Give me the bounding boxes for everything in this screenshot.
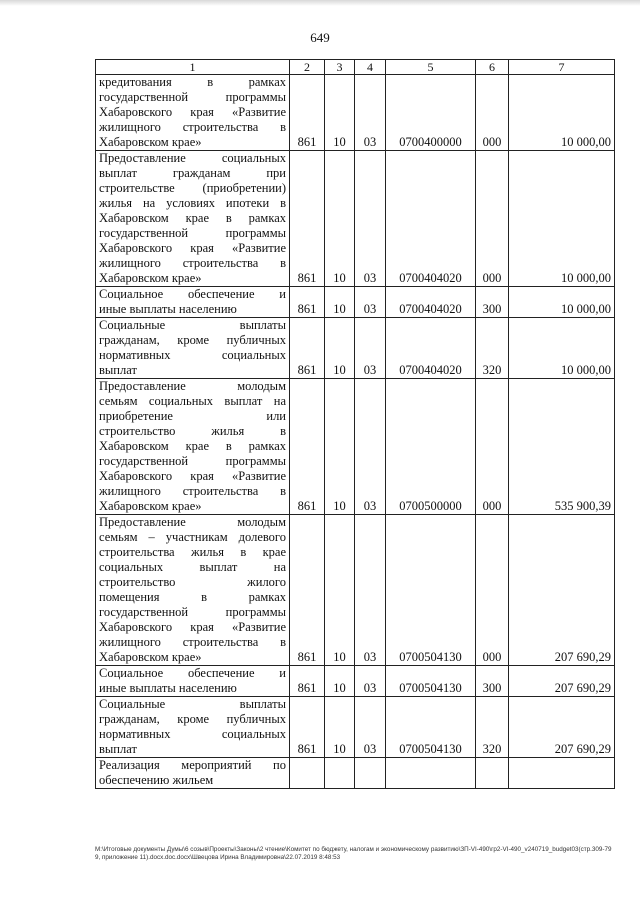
table-row [96, 75, 615, 151]
amount [509, 758, 615, 789]
header-col-7: 7 [509, 60, 615, 75]
header-col-2: 2 [290, 60, 325, 75]
amount: 207 690,29 [509, 515, 615, 666]
target-article-code: 0700504130 [386, 697, 476, 758]
amount: 10 000,00 [509, 151, 615, 287]
description-line: иные выплаты населению [99, 302, 237, 316]
subsection-code: 03 [355, 697, 386, 758]
expense-type-code: 300 [476, 287, 509, 318]
expense-type-code: 000 [476, 379, 509, 515]
ministry-code [290, 758, 325, 789]
description-line: Социальные выплаты [99, 318, 286, 332]
target-article-code: 0700404020 [386, 287, 476, 318]
description-line: Социальные выплаты [99, 697, 286, 711]
table-row [96, 758, 615, 789]
target-article-code: 0700500000 [386, 379, 476, 515]
subsection-code: 03 [355, 318, 386, 379]
target-article-code: 0700404020 [386, 318, 476, 379]
row-description [96, 758, 290, 789]
ministry-code: 861 [290, 697, 325, 758]
table-header-row [96, 60, 615, 75]
section-code: 10 [325, 379, 355, 515]
description-line: гражданам, кроме публичных [99, 712, 286, 726]
subsection-code: 03 [355, 666, 386, 697]
description-line: строительство жилого [99, 575, 286, 589]
description-line: Хабаровском крае» [99, 650, 202, 664]
description-line: Хабаровского края «Развитие [99, 620, 286, 634]
ministry-code: 861 [290, 287, 325, 318]
row-description [96, 515, 290, 666]
section-code: 10 [325, 515, 355, 666]
row-description [96, 287, 290, 318]
target-article-code: 0700504130 [386, 666, 476, 697]
table-row [96, 318, 615, 379]
description-line: жилищного строительства в [99, 120, 286, 134]
section-code: 10 [325, 318, 355, 379]
table-row [96, 515, 615, 666]
amount: 207 690,29 [509, 697, 615, 758]
description-line: приобретение или [99, 409, 286, 423]
amount: 10 000,00 [509, 287, 615, 318]
page-number: 649 [310, 30, 330, 45]
expense-type-code [476, 758, 509, 789]
section-code: 10 [325, 697, 355, 758]
expense-type-code: 320 [476, 318, 509, 379]
table-row [96, 666, 615, 697]
table-row [96, 287, 615, 318]
description-line: строительства жилья в крае [99, 545, 286, 559]
ministry-code: 861 [290, 151, 325, 287]
description-line: кредитования в рамках [99, 75, 286, 89]
header-col-6: 6 [476, 60, 509, 75]
description-line: государственной программы [99, 226, 286, 240]
description-line: Хабаровском крае в рамках [99, 211, 286, 225]
row-description [96, 379, 290, 515]
header-col-5: 5 [386, 60, 476, 75]
description-line: Хабаровского края «Развитие [99, 469, 286, 483]
ministry-code: 861 [290, 318, 325, 379]
table-row [96, 697, 615, 758]
description-line: Хабаровском крае в рамках [99, 439, 286, 453]
amount: 207 690,29 [509, 666, 615, 697]
description-line: строительство жилья в [99, 424, 286, 438]
description-line: Хабаровского края «Развитие [99, 241, 286, 255]
expense-type-code: 000 [476, 75, 509, 151]
row-description [96, 151, 290, 287]
section-code: 10 [325, 151, 355, 287]
description-line: гражданам, кроме публичных [99, 333, 286, 347]
header-col-3: 3 [325, 60, 355, 75]
description-line: выплат [99, 742, 137, 756]
amount: 10 000,00 [509, 75, 615, 151]
description-line: семьям социальных выплат на [99, 394, 286, 408]
description-line: социальных выплат на [99, 560, 286, 574]
description-line: выплат [99, 363, 137, 377]
subsection-code: 03 [355, 75, 386, 151]
subsection-code: 03 [355, 287, 386, 318]
section-code: 10 [325, 666, 355, 697]
description-line: обеспечению жильем [99, 773, 214, 787]
header-col-1: 1 [96, 60, 290, 75]
expense-type-code: 000 [476, 151, 509, 287]
subsection-code: 03 [355, 515, 386, 666]
description-line: жилья на условиях ипотеки в [99, 196, 286, 210]
table-row [96, 151, 615, 287]
target-article-code: 0700404020 [386, 151, 476, 287]
subsection-code [355, 758, 386, 789]
amount: 10 000,00 [509, 318, 615, 379]
ministry-code: 861 [290, 666, 325, 697]
expense-type-code: 000 [476, 515, 509, 666]
description-line: семьям – участникам долевого [99, 530, 286, 544]
description-line: Предоставление социальных [99, 151, 286, 165]
scan-artifact [0, 0, 640, 6]
target-article-code: 0700504130 [386, 515, 476, 666]
description-line: выплат гражданам при [99, 166, 286, 180]
row-description [96, 75, 290, 151]
description-line: Предоставление молодым [99, 515, 286, 529]
description-line: жилищного строительства в [99, 484, 286, 498]
description-line: Социальное обеспечение и [99, 666, 286, 680]
row-description [96, 318, 290, 379]
ministry-code: 861 [290, 75, 325, 151]
description-line: строительстве (приобретении) [99, 181, 286, 195]
description-line: Реализация мероприятий по [99, 758, 286, 772]
description-line: Хабаровском крае» [99, 135, 202, 149]
subsection-code: 03 [355, 379, 386, 515]
row-description [96, 666, 290, 697]
description-line: государственной программы [99, 90, 286, 104]
budget-table [95, 59, 615, 789]
description-line: Социальное обеспечение и [99, 287, 286, 301]
section-code: 10 [325, 287, 355, 318]
description-line: Хабаровском крае» [99, 271, 202, 285]
section-code [325, 758, 355, 789]
description-line: Хабаровского края «Развитие [99, 105, 286, 119]
row-description [96, 697, 290, 758]
ministry-code: 861 [290, 379, 325, 515]
description-line: нормативных социальных [99, 727, 286, 741]
ministry-code: 861 [290, 515, 325, 666]
description-line: нормативных социальных [99, 348, 286, 362]
description-line: Хабаровском крае» [99, 499, 202, 513]
description-line: государственной программы [99, 454, 286, 468]
table-body [96, 75, 615, 789]
table-row [96, 379, 615, 515]
description-line: помещения в рамках [99, 590, 286, 604]
description-line: жилищного строительства в [99, 256, 286, 270]
header-col-4: 4 [355, 60, 386, 75]
description-line: Предоставление молодым [99, 379, 286, 393]
target-article-code: 0700400000 [386, 75, 476, 151]
expense-type-code: 320 [476, 697, 509, 758]
file-path-footer: M:\Итоговые документы Думы\6 созыв\Проекты\Законы\2 чтение\Комитет по бюджету, налогам и экономическому развитию\ЗП-VI-490\гр2-VI-490_v240719_budget03(стр.309-799, приложение 11).docx.doc.docx\Швецова Ирина Владимировна\22.07.2019 8:48:53 [95, 846, 612, 861]
target-article-code [386, 758, 476, 789]
description-line: государственной программы [99, 605, 286, 619]
description-line: иные выплаты населению [99, 681, 237, 695]
subsection-code: 03 [355, 151, 386, 287]
section-code: 10 [325, 75, 355, 151]
amount: 535 900,39 [509, 379, 615, 515]
expense-type-code: 300 [476, 666, 509, 697]
description-line: жилищного строительства в [99, 635, 286, 649]
